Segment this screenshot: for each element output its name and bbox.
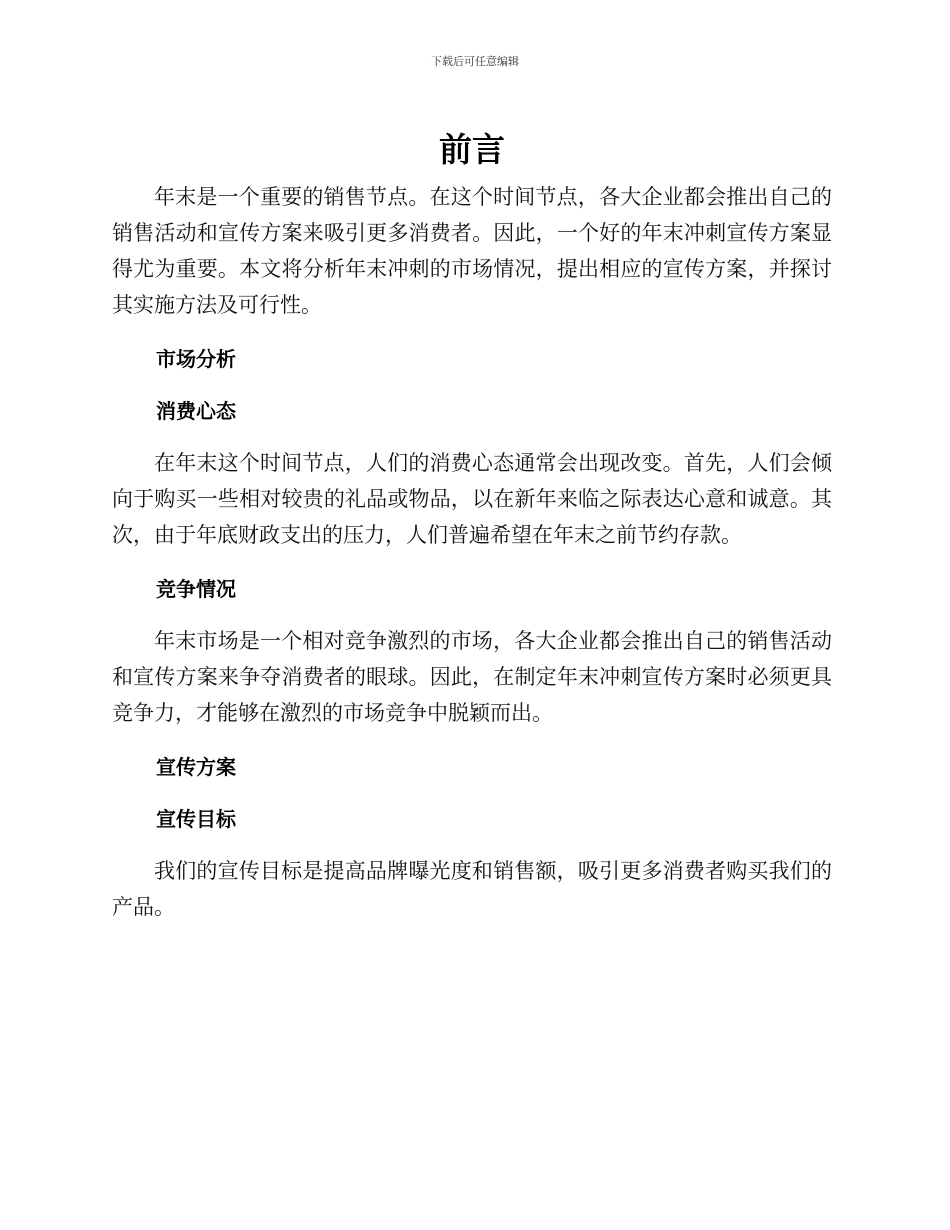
header-note: 下载后可任意编辑 [431, 55, 519, 68]
consumer-mindset-paragraph: 在年末这个时间节点，人们的消费心态通常会出现改变。首先，人们会倾向于购买一些相对较贵的礼品或物品，以在新年来临之际表达心意和诚意。其次，由于年底财政支出的压力，人们普遍希望在年末之前节约存款。 [112, 451, 832, 547]
market-analysis-heading: 市场分析 [156, 347, 236, 371]
competition-paragraph: 年末市场是一个相对竞争激烈的市场，各大企业都会推出自己的销售活动和宣传方案来争夺消费者的眼球。因此，在制定年末冲刺宣传方案时必须更具竞争力，才能够在激烈的市场竞争中脱颖而出。 [112, 629, 832, 725]
competition-heading: 竞争情况 [156, 577, 236, 601]
intro-paragraph: 年末是一个重要的销售节点。在这个时间节点，各大企业都会推出自己的销售活动和宣传方案来吸引更多消费者。因此，一个好的年末冲刺宣传方案显得尤为重要。本文将分析年末冲刺的市场情况，提出相应的宣传方案，并探讨其实施方法及可行性。 [112, 185, 832, 317]
promotion-goal-paragraph: 我们的宣传目标是提高品牌曝光度和销售额，吸引更多消费者购买我们的产品。 [112, 859, 832, 919]
promotion-goal-heading: 宣传目标 [156, 807, 236, 831]
promotion-plan-heading: 宣传方案 [156, 755, 236, 779]
page-title: 前言 [439, 130, 505, 169]
document-body [112, 128, 832, 943]
consumer-mindset-heading: 消费心态 [156, 399, 236, 423]
